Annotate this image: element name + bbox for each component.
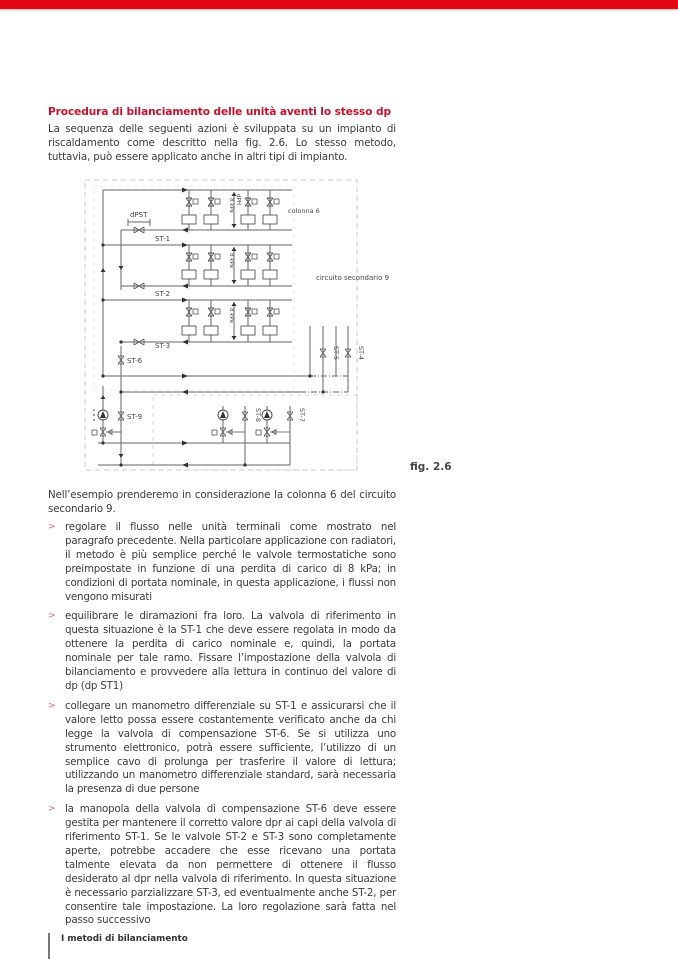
chevron-right-icon: > <box>48 611 56 622</box>
pump-icon <box>218 410 228 420</box>
colonna-label: colonna 6 <box>288 207 320 215</box>
st3-label: ST-3 <box>155 342 171 350</box>
footer-title: I metodi di bilanciamento <box>61 934 188 944</box>
section-title: Procedura di bilanciamento delle unità aventi lo stesso dp <box>48 106 391 118</box>
kpa-label: 8 kPa <box>228 253 234 268</box>
st2-label: ST-2 <box>155 290 171 298</box>
st6-label: ST-6 <box>127 357 143 365</box>
lead-paragraph: Nell’esempio prenderemo in considerazione la colonna 6 del circuito secondario 9. <box>48 489 396 515</box>
list-item: > collegare un manometro differenziale su ST-1 e assicurarsi che il valore letto possa essere costantemente verificato anche da chi legge la valvola di compensazione ST-6. Se si utilizza uno strumento elettronico, potrà essere sufficiente, l’utilizzo di un semplice cavo di prolunga per trasferire il valore di lettura; utilizzando un manometro differenziale standard, sarà necessaria la presenza di due persone <box>48 699 396 796</box>
kpa-label: 8 kPa <box>228 198 234 213</box>
pump-icon <box>98 410 108 420</box>
list-item: > la manopola della valvola di compensazione ST-6 deve essere gestita per mantenere il corretto valore dpr ai capi della valvola di riferimento ST-1. Se le valvole ST-2 e ST-3 sono completamente aperte, potrebbe accadere che esse ricevano una portata talmente elevata da non permettere di ottenere il flusso desiderato al dpr nella valvola di riferimento. In questa situazione è necessario parzializzare ST-3, ed eventualmente anche ST-2, per consentire tale impostazione. La loro regolazione sarà fatta nel passo successivo <box>48 803 396 927</box>
kpa-label: 8 kPa <box>228 308 234 323</box>
chevron-right-icon: > <box>48 700 56 711</box>
intro-paragraph: La sequenza delle seguenti azioni è sviluppata su un impianto di riscaldamento come descritto nella fig. 2.6. Lo stesso metodo, tuttavia, può essere applicato anche in altri tipi di impianto. <box>48 123 396 163</box>
chevron-right-icon: > <box>48 522 56 532</box>
chevron-right-icon: > <box>48 804 56 815</box>
list-item: > equilibrare le diramazioni fra loro. La valvola di riferimento in questa situazione è la ST-1 che deve essere regolata in modo da ottenere la perdita di carico nominale e, quindi, la portata nominale per tale ramo. Fissare l’impostazione della valvola di bilanciamento e provvedere alla lettura in continuo del valore di dp (dp ST1) <box>48 610 396 692</box>
st1-label: ST-1 <box>155 235 171 243</box>
st4-label: ST-4 <box>357 346 365 360</box>
top-accent-bar <box>0 0 678 9</box>
st5-label: ST-5 <box>332 346 340 360</box>
circuito-label: circuito secondario 9 <box>316 274 390 282</box>
circuit-boundary <box>85 180 357 470</box>
st8-label: ST-8 <box>254 408 262 422</box>
hydraulic-diagram <box>80 176 410 476</box>
figure-caption: fig. 2.6 <box>410 461 452 473</box>
steps-list <box>48 521 396 934</box>
dpst-label: dPST <box>130 211 148 219</box>
dph-label: dPH <box>235 194 241 205</box>
st7-label: ST-7 <box>298 408 306 422</box>
footer-rule <box>48 933 50 959</box>
list-item: > regolare il flusso nelle unità terminali come mostrato nel paragrafo precedente. Nella particolare applicazione con radiatori, il metodo è più semplice perché le valvole termostatiche sono preimpostate in funzione di una perdita di carico di 8 kPa; in condizioni di portata nominale, in questa applicazione, i flussi non vengono misurati <box>48 521 396 603</box>
st9-label: ST-9 <box>127 413 143 421</box>
pump-icon <box>262 410 272 420</box>
